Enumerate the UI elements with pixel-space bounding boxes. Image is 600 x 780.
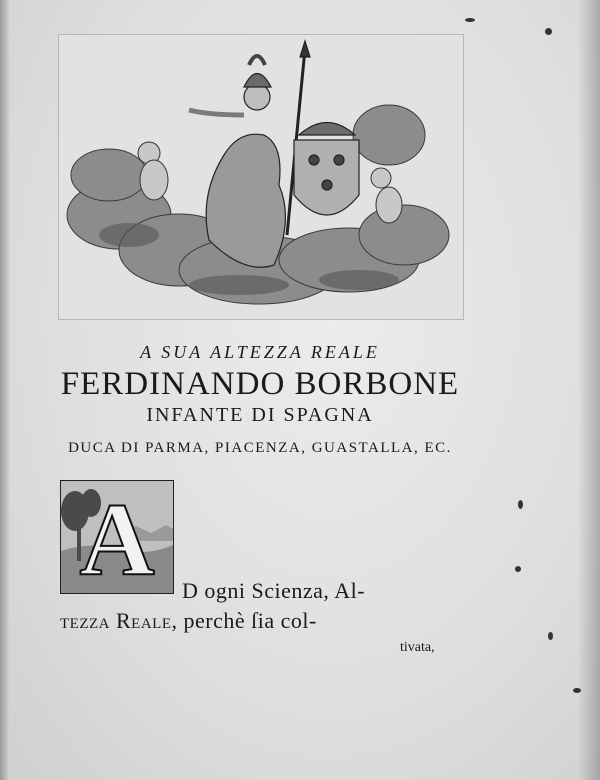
page-gutter [0,0,10,780]
body-text-line-1: D ogni Scienza, Al- [182,578,366,603]
body-text-line-2 [60,608,317,634]
body-text-small-caps: tezza Reale [60,608,172,633]
page-shadow [578,0,600,780]
catchword: tivata, [400,640,435,655]
foxing-spot [518,500,523,509]
dedicatee-title: INFANTE DI SPAGNA [146,404,374,426]
vignette-illustration-icon [59,35,463,319]
foxing-spot [465,18,475,22]
body-text-rest: , perchè ſia col- [171,608,317,633]
foxing-spot [545,28,552,35]
dedicatee-name: FERDINANDO BORBONE [60,366,460,402]
foxing-spot [548,632,553,640]
dedicatee-dukedom: DUCA DI PARMA, PIACENZA, GUASTALLA, EC. [68,440,452,456]
foxing-spot [515,566,521,572]
decorated-initial [60,480,174,597]
foxing-spot [573,688,581,693]
initial-letter: A [79,482,155,597]
dedication-line: A SUA ALTEZZA REALE [140,342,380,362]
engraved-vignette [58,34,464,320]
